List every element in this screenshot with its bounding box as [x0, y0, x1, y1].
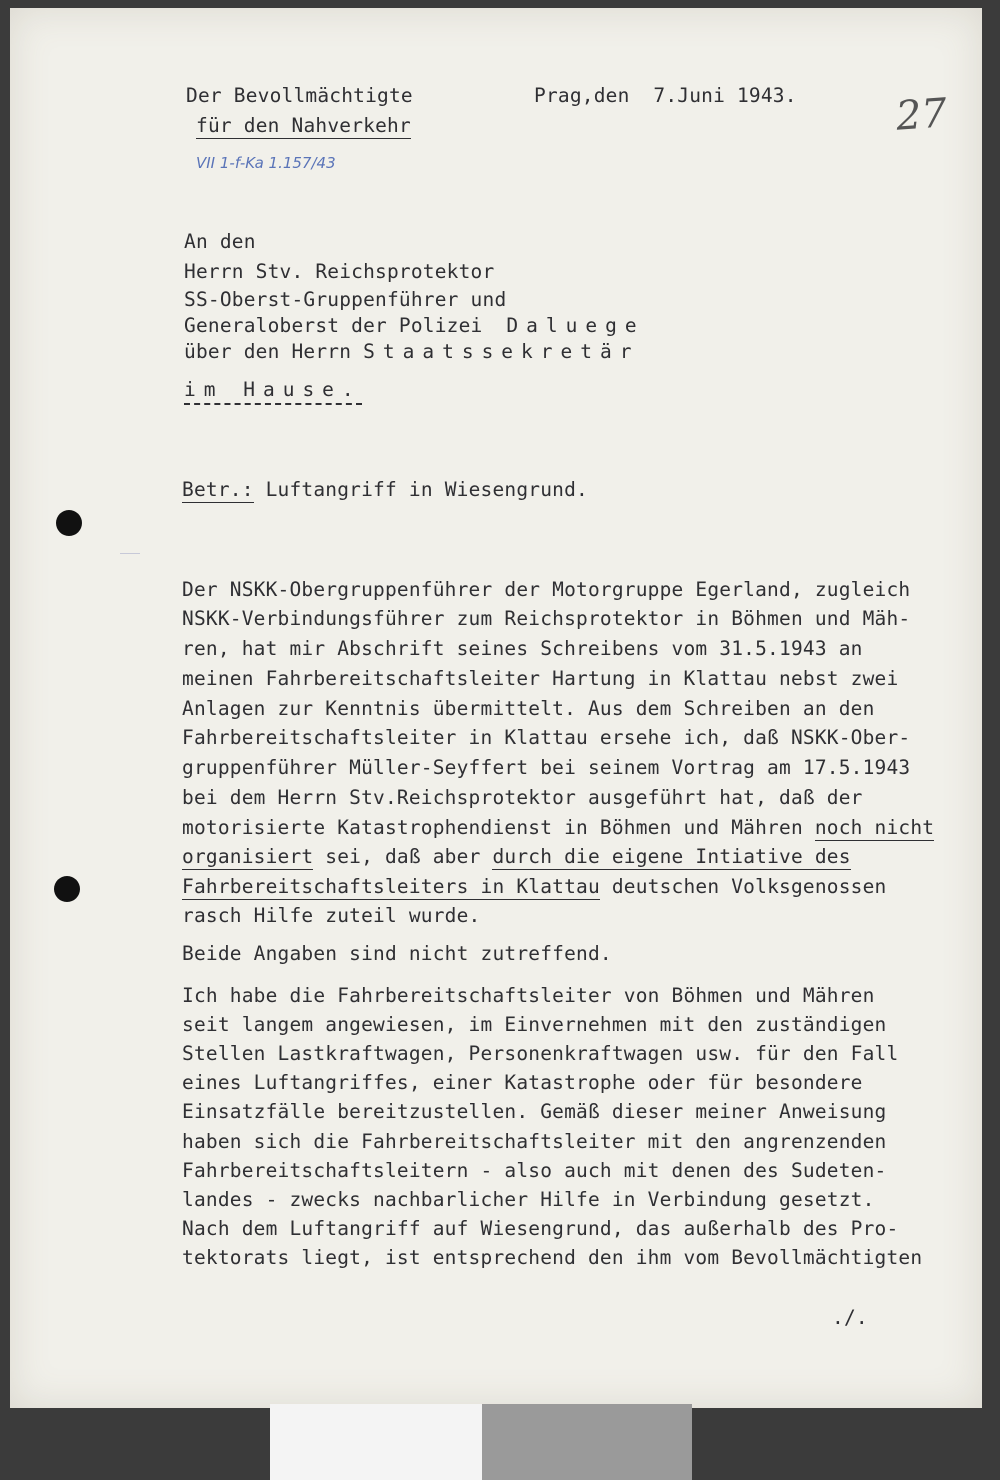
recipient-via: über den Herrn — [184, 340, 352, 363]
p1-line-2: NSKK-Verbindungsführer zum Reichsprotektor in Böhmen und Mäh- — [182, 607, 911, 630]
letter-page — [10, 8, 982, 1408]
subject-label: Betr.: — [182, 478, 254, 501]
subject-text: Luftangriff in Wiesengrund. — [265, 478, 588, 501]
p1-line-10-underlined-2: durch die eigene Intiative des — [492, 845, 851, 868]
recipient-line-5 — [184, 340, 640, 363]
p1-line-5: Anlagen zur Kenntnis übermittelt. Aus dem Schreiben an den — [182, 697, 875, 720]
p3-line-3: Stellen Lastkraftwagen, Personenkraftwagen usw. für den Fall — [182, 1042, 899, 1065]
p3-line-6: haben sich die Fahrbereitschaftsleiter mit den angrenzenden — [182, 1130, 887, 1153]
p3-line-10: tektorats liegt, ist entsprechend den ihm vom Bevollmächtigten — [182, 1246, 923, 1269]
archive-grey-patch — [482, 1404, 692, 1480]
recipient-via-title: Staatssekretär — [363, 340, 640, 363]
p1-line-3: ren, hat mir Abschrift seines Schreibens vom 31.5.1943 an — [182, 637, 863, 660]
p1-line-7: gruppenführer Müller-Seyffert bei seinem Vortrag am 17.5.1943 — [182, 756, 911, 779]
continuation-mark: ./. — [832, 1306, 868, 1329]
sender-line-1: Der Bevollmächtigte — [186, 84, 413, 107]
p1-line-11-underlined: Fahrbereitschaftsleiters in Klattau — [182, 875, 600, 898]
p1-line-8: bei dem Herrn Stv.Reichsprotektor ausgeführt hat, daß der — [182, 786, 863, 809]
p1-line-1: Der NSKK-Obergruppenführer der Motorgruppe Egerland, zugleich — [182, 578, 911, 601]
recipient-rank: Generaloberst der Polizei — [184, 314, 483, 337]
file-reference: VII 1-f-Ka 1.157/43 — [196, 154, 336, 172]
punch-hole-bottom — [54, 876, 80, 902]
p3-line-5: Einsatzfälle bereitzustellen. Gemäß dieser meiner Anweisung — [182, 1100, 887, 1123]
p3-line-2: seit langem angewiesen, im Einvernehmen mit den zuständigen — [182, 1013, 887, 1036]
p3-line-1: Ich habe die Fahrbereitschaftsleiter von Böhmen und Mähren — [182, 984, 875, 1007]
p1-line-11-text: deutschen Volksgenossen — [599, 875, 887, 898]
handwritten-page-number: 27 — [894, 90, 949, 140]
recipient-line-6: im Hause. — [184, 378, 362, 405]
p1-line-10-underlined-1: organisiert — [182, 845, 314, 868]
p1-line-9-underlined: noch nicht — [814, 816, 935, 839]
archive-white-patch — [270, 1404, 482, 1480]
punch-hole-top — [56, 510, 82, 536]
p1-line-10 — [182, 845, 851, 868]
p3-line-9: Nach dem Luftangriff auf Wiesengrund, das außerhalb des Pro- — [182, 1217, 899, 1240]
recipient-line-3: SS-Oberst-Gruppenführer und — [184, 288, 507, 311]
p1-line-10-text: sei, daß aber — [313, 845, 493, 868]
p1-line-11 — [182, 875, 886, 898]
recipient-line-1: An den — [184, 230, 256, 253]
p1-line-9-text: motorisierte Katastrophendienst in Böhmen und Mähren — [182, 816, 815, 839]
p1-line-4: meinen Fahrbereitschaftsleiter Hartung in Klattau nebst zwei — [182, 667, 899, 690]
place-date: Prag,den 7.Juni 1943. — [534, 84, 797, 107]
subject-line — [182, 478, 588, 501]
p3-line-4: eines Luftangriffes, einer Katastrophe oder für besondere — [182, 1071, 863, 1094]
p2-line: Beide Angaben sind nicht zutreffend. — [182, 942, 612, 965]
p3-line-8: landes - zwecks nachbarlicher Hilfe in Verbindung gesetzt. — [182, 1188, 875, 1211]
recipient-name: Daluege — [506, 314, 645, 337]
p1-line-6: Fahrbereitschaftsleiter in Klattau ersehe ich, daß NSKK-Ober- — [182, 726, 911, 749]
sender-line-2: für den Nahverkehr — [196, 114, 411, 137]
bleed-mark — [120, 553, 140, 554]
recipient-line-2: Herrn Stv. Reichsprotektor — [184, 260, 495, 283]
recipient-line-4 — [184, 314, 645, 337]
p1-line-12: rasch Hilfe zuteil wurde. — [182, 904, 481, 927]
p1-line-9 — [182, 816, 934, 839]
p3-line-7: Fahrbereitschaftsleitern - also auch mit denen des Sudeten- — [182, 1159, 887, 1182]
